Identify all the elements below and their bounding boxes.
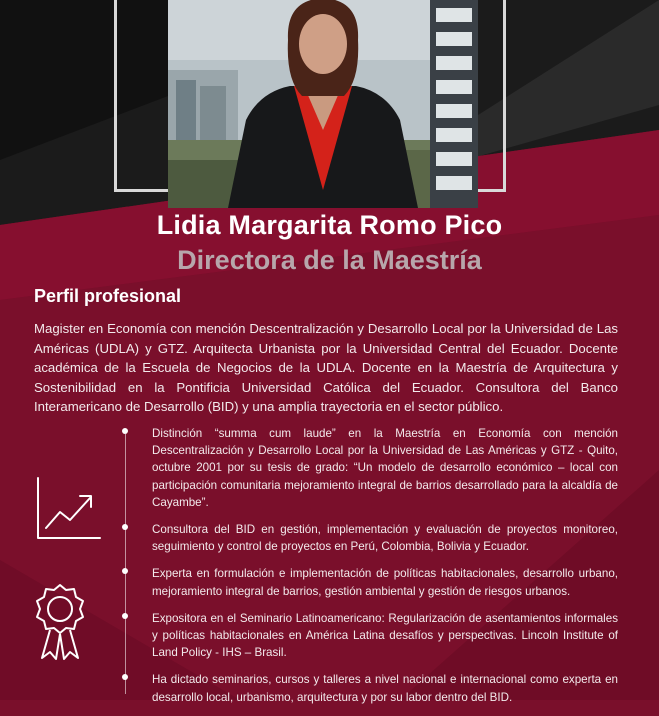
section-title: Perfil profesional bbox=[34, 286, 182, 306]
list-item bbox=[118, 671, 618, 705]
list-item bbox=[118, 565, 618, 599]
bullet-dot bbox=[122, 428, 128, 434]
portrait-photo bbox=[168, 0, 478, 208]
list-item bbox=[118, 521, 618, 555]
bullet-dot bbox=[122, 524, 128, 530]
bullet-dot bbox=[122, 674, 128, 680]
list-item-text: Consultora del BID en gestión, implementación y evaluación de proyectos monitoreo, seguimiento y control de proyectos en Perú, Colombia, Bolivia y Ecuador. bbox=[152, 523, 618, 554]
list-item bbox=[118, 425, 618, 511]
growth-chart-icon bbox=[30, 474, 102, 546]
award-ribbon-icon bbox=[30, 582, 90, 662]
list-item-text: Ha dictado seminarios, cursos y talleres a nivel nacional e internacional como experta en desarrollo local, urbanismo, arquitectura y por su labor dentro del BID. bbox=[152, 673, 618, 704]
list-item-text: Expositora en el Seminario Latinoamericano: Regularización de asentamientos informales y políticas habitacionales en América Latina desafíos y perspectivas. Lincoln Institute of Land Policy - IHS – Brasil. bbox=[152, 611, 618, 660]
bullet-dot bbox=[122, 568, 128, 574]
list-item-text: Experta en formulación e implementación de políticas habitacionales, desarrollo urbano, mejoramiento integral de barrios, gestión ambiental y gestión de riesgos urbanos. bbox=[152, 567, 618, 598]
list-item bbox=[118, 610, 618, 662]
bullet-dot bbox=[122, 613, 128, 619]
person-name: Lidia Margarita Romo Pico bbox=[156, 210, 503, 240]
list-item-text: Distinción “summa cum laude” en la Maestría en Economía con mención Descentralización y Desarrollo Local por la Universidad de Las Américas y GTZ - Quito, octubre 2001 por su tesis de grado: “Un modelo de desarrollo económico – local con participación comunitaria mejoramiento integral de barrios desarrollado para la alcaldía de Cayambe”. bbox=[152, 427, 618, 509]
achievements-list bbox=[118, 425, 618, 716]
profile-summary: Magister en Economía con mención Descentralización y Desarrollo Local por la Universidad de Las Américas (UDLA) y GTZ. Arquitecta Urbanista por la Universidad Central del Ecuador. Docente académica de la Escuela de Negocios de la UDLA. Docente en la Maestría de Arquitectura y Sostenibilidad en la Pontificia Universidad Católica del Ecuador. Consultora del Banco Interamericano de Desarrollo (BID) y una amplia trayectoria en el sector público. bbox=[34, 321, 618, 414]
person-role: Directora de la Maestría bbox=[177, 245, 482, 275]
